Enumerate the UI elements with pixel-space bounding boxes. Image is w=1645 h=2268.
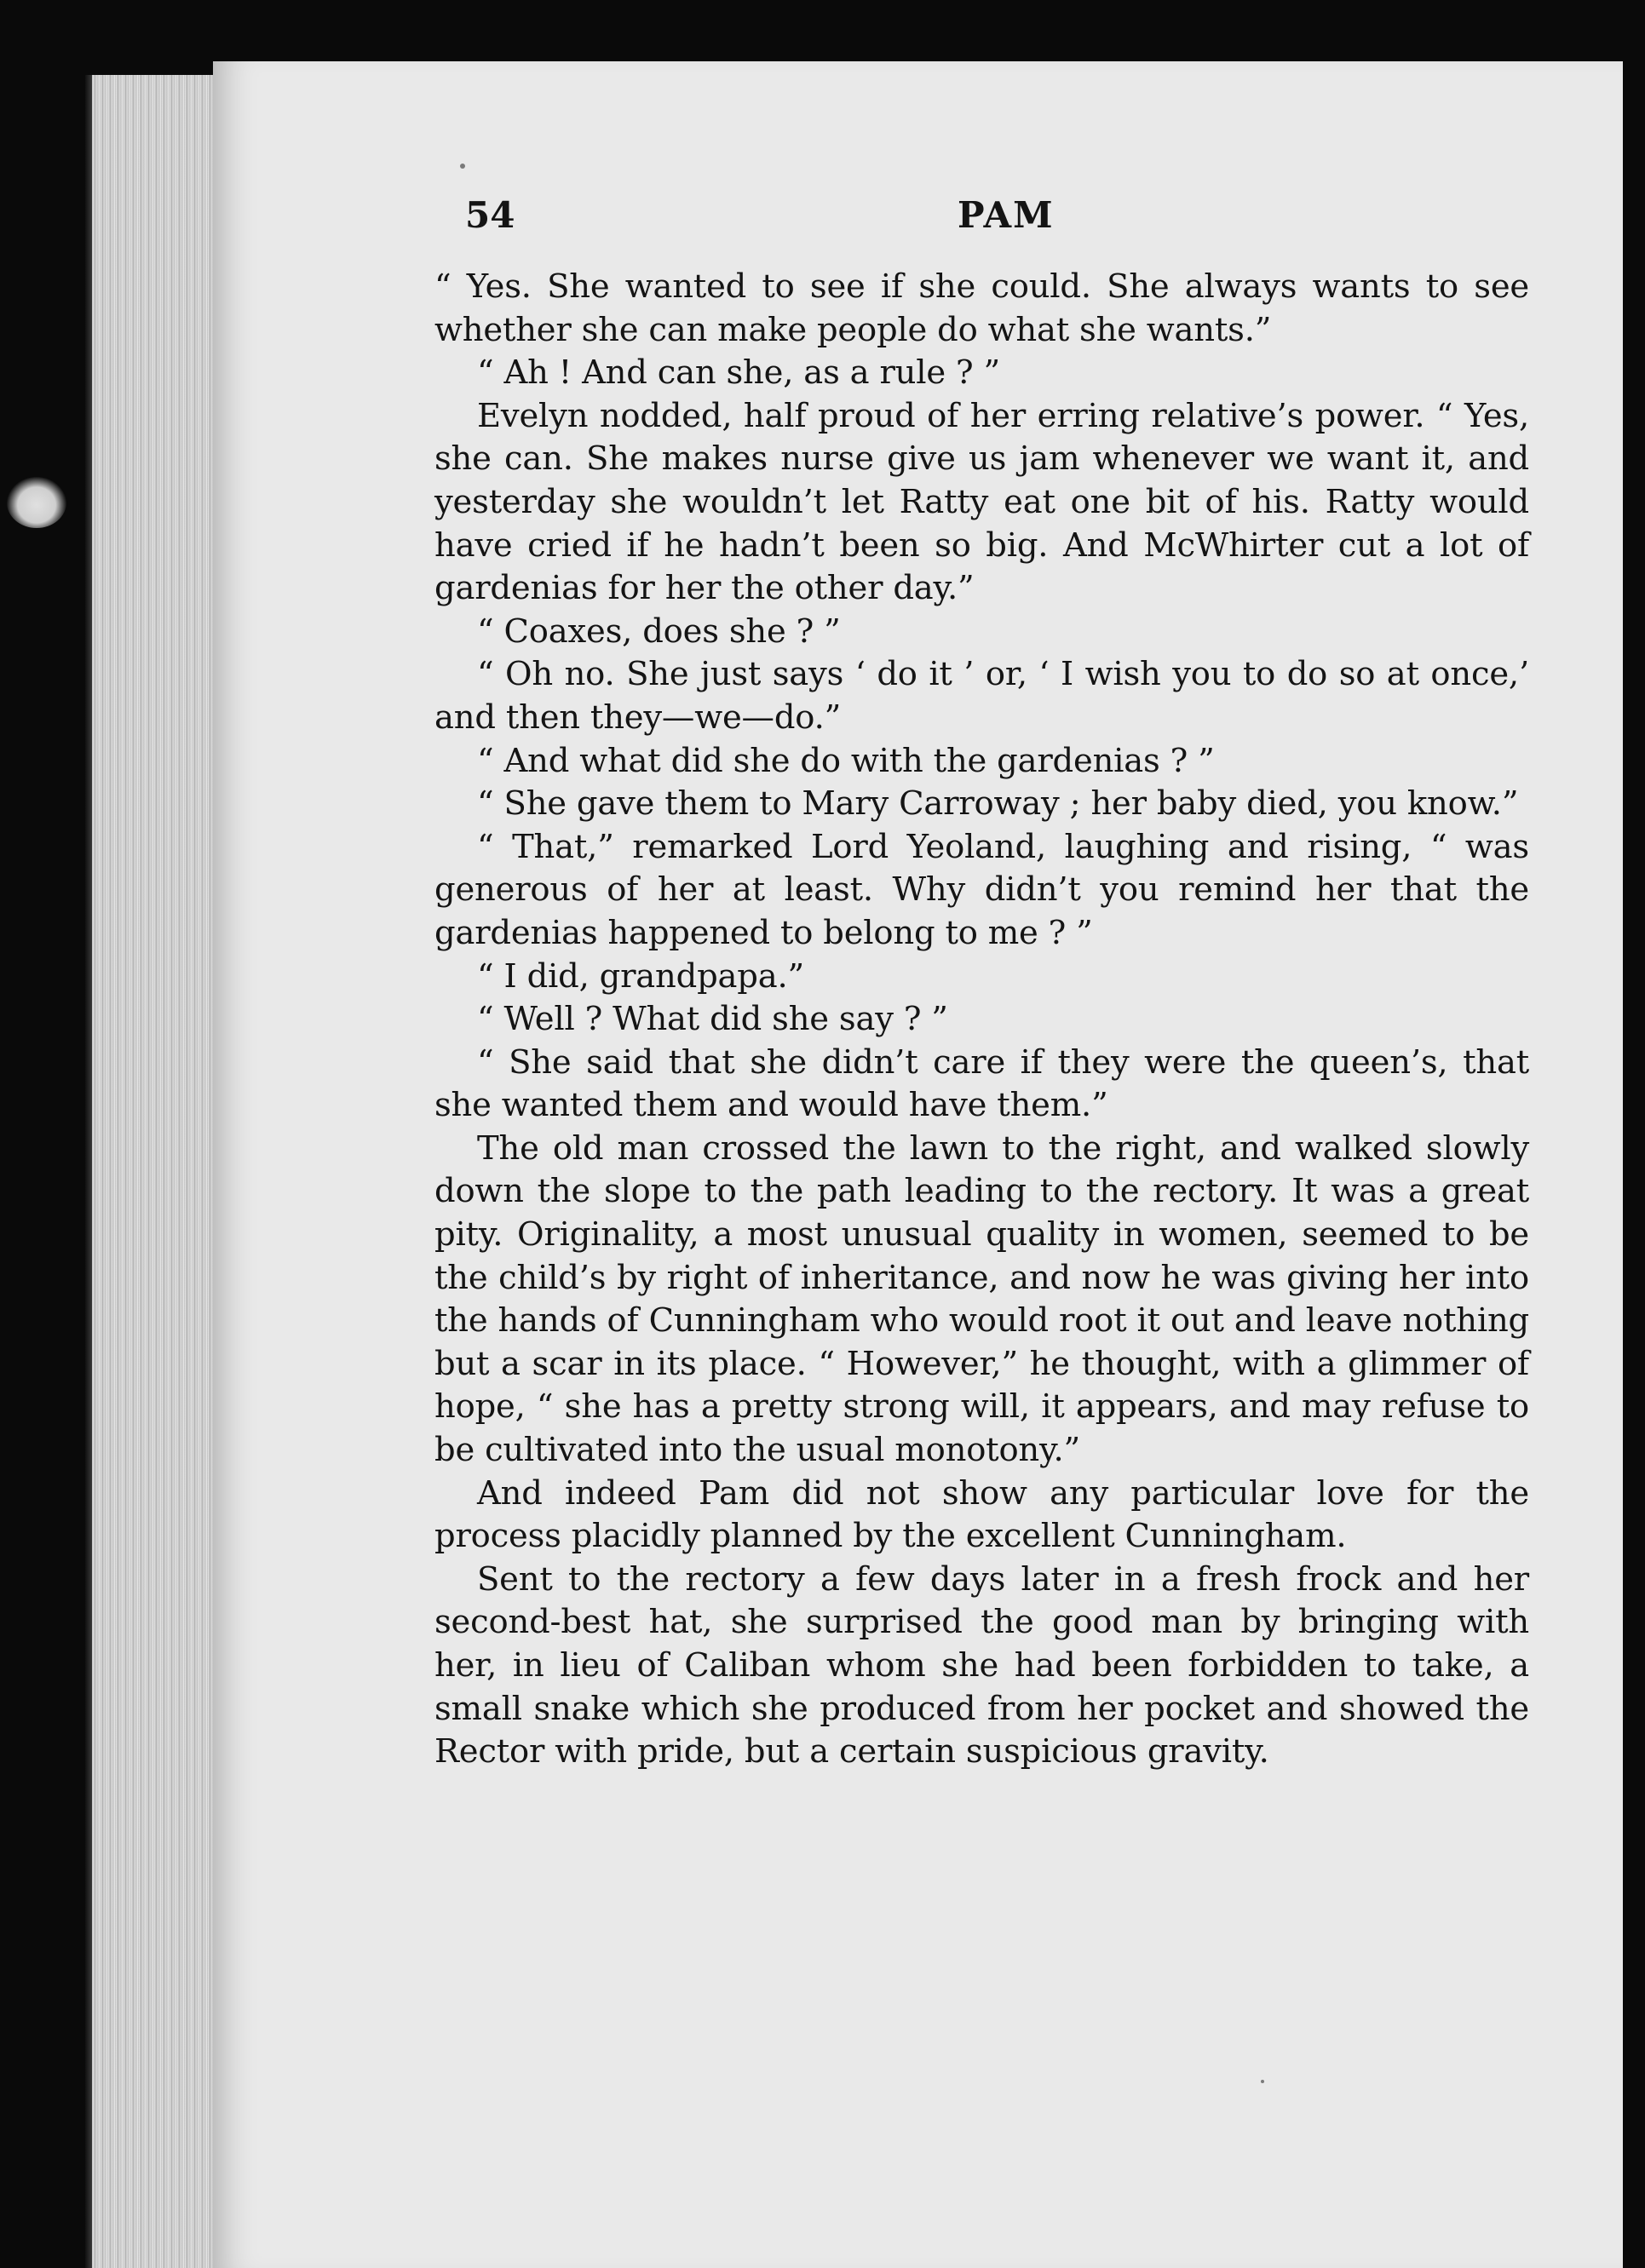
- paragraph: The old man crossed the lawn to the right, and walked slowly down the slope to the path leading to the rectory. It was a great pity. Originality, a most unusual quality in women, seemed to be the child’s by right of inheritance, and now he was giving her into the hands of Cunningham who would root it out and leave nothing but a scar in its place. “ However,” he thought, with a glimmer of hope, “ she has a pretty strong will, it appears, and may refuse to be cultivated into the usual monotony.”: [434, 1128, 1529, 1470]
- paragraph: Sent to the rectory a few days later in a fresh frock and her second-best hat, she surprised the good man by bringing with her, in lieu of Caliban whom she had been forbidden to take, a small snake which she produced from her pocket and showed the Rector with pride, but a certain suspicious gravity.: [434, 1559, 1529, 1771]
- book-page-edges: [92, 75, 221, 2268]
- page-number: 54: [465, 194, 515, 236]
- ink-blot: [7, 477, 66, 528]
- paragraph: And indeed Pam did not show any particular love for the process placidly planned by the excellent Cunningham.: [434, 1473, 1529, 1556]
- paragraph: “ She said that she didn’t care if they were the queen’s, that she wanted them and would have them.”: [434, 1042, 1529, 1125]
- paragraph: Evelyn nodded, half proud of her erring relative’s power. “ Yes, she can. She makes nurse give us jam whenever we want it, and yesterday she wouldn’t let Ratty eat one bit of his. Ratty would have cried if he hadn’t been so big. And McWhirter cut a lot of gardenias for her the other day.”: [434, 396, 1529, 608]
- dust-speck: [1261, 2080, 1264, 2083]
- paragraph: “ Yes. She wanted to see if she could. She always wants to see whether she can make people do what she wants.”: [434, 267, 1529, 349]
- dust-speck: [460, 164, 465, 169]
- paragraph: “ Oh no. She just says ‘ do it ’ or, ‘ I wish you to do so at once,’ and then they—we—do.”: [434, 655, 1529, 737]
- paragraph: “ That,” remarked Lord Yeoland, laughing and rising, “ was generous of her at least. Why didn’t you remind her that the gardenias happened to belong to me ? ”: [434, 827, 1529, 952]
- page-header: [465, 189, 1521, 249]
- running-head: PAM: [958, 194, 1055, 236]
- paragraph: “ And what did she do with the gardenias ? ”: [477, 741, 1215, 780]
- paragraph: “ Coaxes, does she ? ”: [477, 611, 841, 651]
- paragraph: “ I did, grandpapa.”: [477, 956, 805, 996]
- paragraph: “ She gave them to Mary Carroway ; her baby died, you know.”: [477, 784, 1519, 824]
- body-text: [434, 266, 1529, 1774]
- paragraph: “ Ah ! And can she, as a rule ? ”: [477, 353, 1000, 393]
- paragraph: “ Well ? What did she say ? ”: [477, 1000, 948, 1039]
